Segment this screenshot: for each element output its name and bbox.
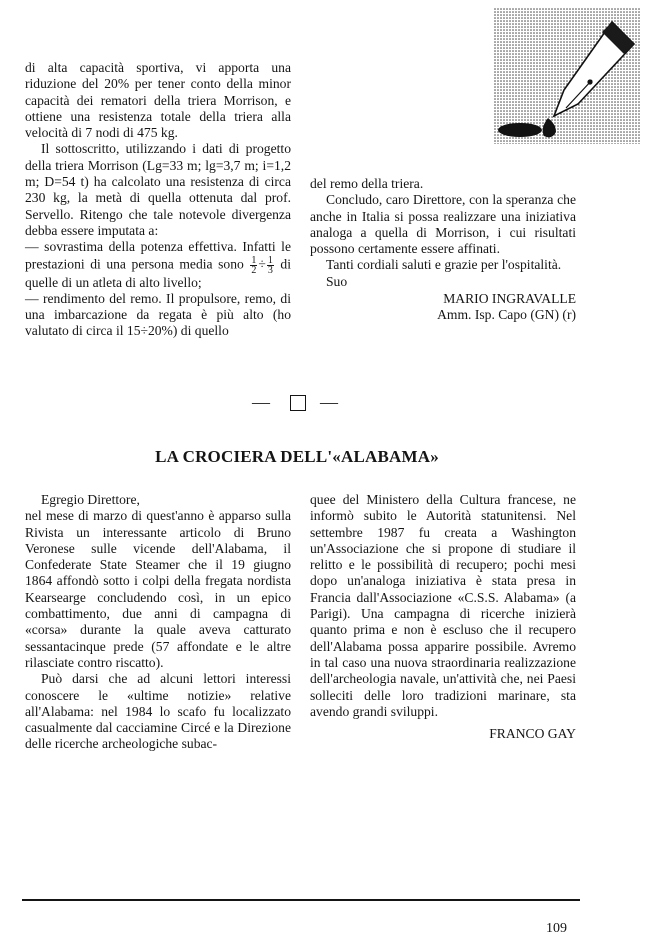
upper-left-column: [25, 60, 291, 340]
paragraph: Suo: [326, 273, 348, 289]
paragraph: Può darsi che ad alcuni lettori interessi conoscere le «ultime notizie» relative all'Alabama: nel 1984 lo scafo fu localizzato casualmente dal cacciamine Circé e la Direzione delle ricerche archeologiche subac-: [25, 671, 291, 752]
lower-right-column: [310, 492, 576, 742]
pen-nib-ink-drop-icon: [494, 8, 640, 144]
fraction-operator: ÷: [258, 256, 266, 272]
signature-name: MARIO INGRAVALLE: [443, 291, 576, 307]
paragraph: Il sottoscritto, utilizzando i dati di progetto della triera Morrison (Lg=33 m; lg=3,7 m; i=1,2 m; D=54 t) ha calcolato una resistenza di circa 230 kg, la metà di quella ottenuta dal prof. Servello. Ritengo che tale notevole divergenza debba essere imputata a:: [25, 141, 291, 238]
section-separator: [246, 392, 346, 414]
paragraph: di alta capacità sportiva, vi apporta una riduzione del 20% per tener conto della minor capacità dei rematori della triera Morrison, e ottiene una resistenza totale della triera alla velocità di 7 nodi di 475 kg.: [25, 60, 291, 141]
footer-rule: [22, 899, 580, 901]
fraction: $\frac{1}{2}$: [251, 254, 257, 276]
paragraph: Tanti cordiali saluti e grazie per l'ospitalità.: [326, 257, 562, 273]
paragraph: quee del Ministero della Cultura francese, ne informò subito le Autorità statunitensi. Nel settembre 1987 fu creata a Washington un'Associazione che si propone di studiare il relitto e le possibilità di recupero; pochi mesi dopo un'analoga iniziativa è stata presa in Francia dall'Associazione «C.S.S. Alabama» (a Parigi). Una campagna di ricerche inizierà quanto prima e non è escluso che il recupero dell'Alabama possa apparire possibile. Avremo in tal caso una nuova straordinaria realizzazione dell'archeologia navale, un'attività che, nei Paesi solleciti delle loro tradizioni marinare, sta avendo grandi sviluppi.: [310, 492, 576, 719]
separator-dash: —: [320, 392, 338, 412]
signature: FRANCO GAY: [489, 726, 576, 742]
article-title: LA CROCIERA DELL'«ALABAMA»: [155, 447, 439, 466]
page-number: 109: [546, 921, 567, 936]
signature-rank: Amm. Isp. Capo (GN) (r): [437, 307, 576, 323]
paragraph: — rendimento del remo. Il propulsore, remo, di una imbarcazione da regata è più alto (ho valutato di circa il 15÷20%) di quello: [25, 290, 291, 339]
fraction: $\frac{1}{3}$: [267, 254, 273, 276]
separator-dash: —: [252, 392, 270, 412]
salutation: Egregio Direttore,: [41, 492, 140, 507]
separator-square: [290, 395, 306, 411]
lower-left-column: [25, 492, 291, 753]
upper-right-column: [310, 176, 576, 324]
paragraph: nel mese di marzo di quest'anno è apparso sulla Rivista un interessante articolo di Bruno Veronese sulle vicende dell'Alabama, il Confederate State Steamer che il 19 giugno 1864 affondò sotto i colpi della fregata nordista Kearsearge concludendo così, in un epico combattimento, due anni di campagna di «corsa» durante la quale aveva catturato sessantacinque prede (57 affondate e le altre rilasciate contro riscatto).: [25, 508, 291, 670]
paragraph: [25, 239, 291, 291]
text-segment: — sovrastima della potenza effettiva. Infatti le prestazioni di una persona media sono: [25, 239, 291, 272]
paragraph: del remo della triera.: [310, 176, 424, 191]
paragraph: Concludo, caro Direttore, con la speranza che anche in Italia si possa realizzare una iniziativa analoga a quella di Morrison, i cui risultati possono certamente essere affinati.: [310, 192, 576, 257]
text-segment: di quelle di un atleta di alto livello;: [25, 256, 291, 290]
